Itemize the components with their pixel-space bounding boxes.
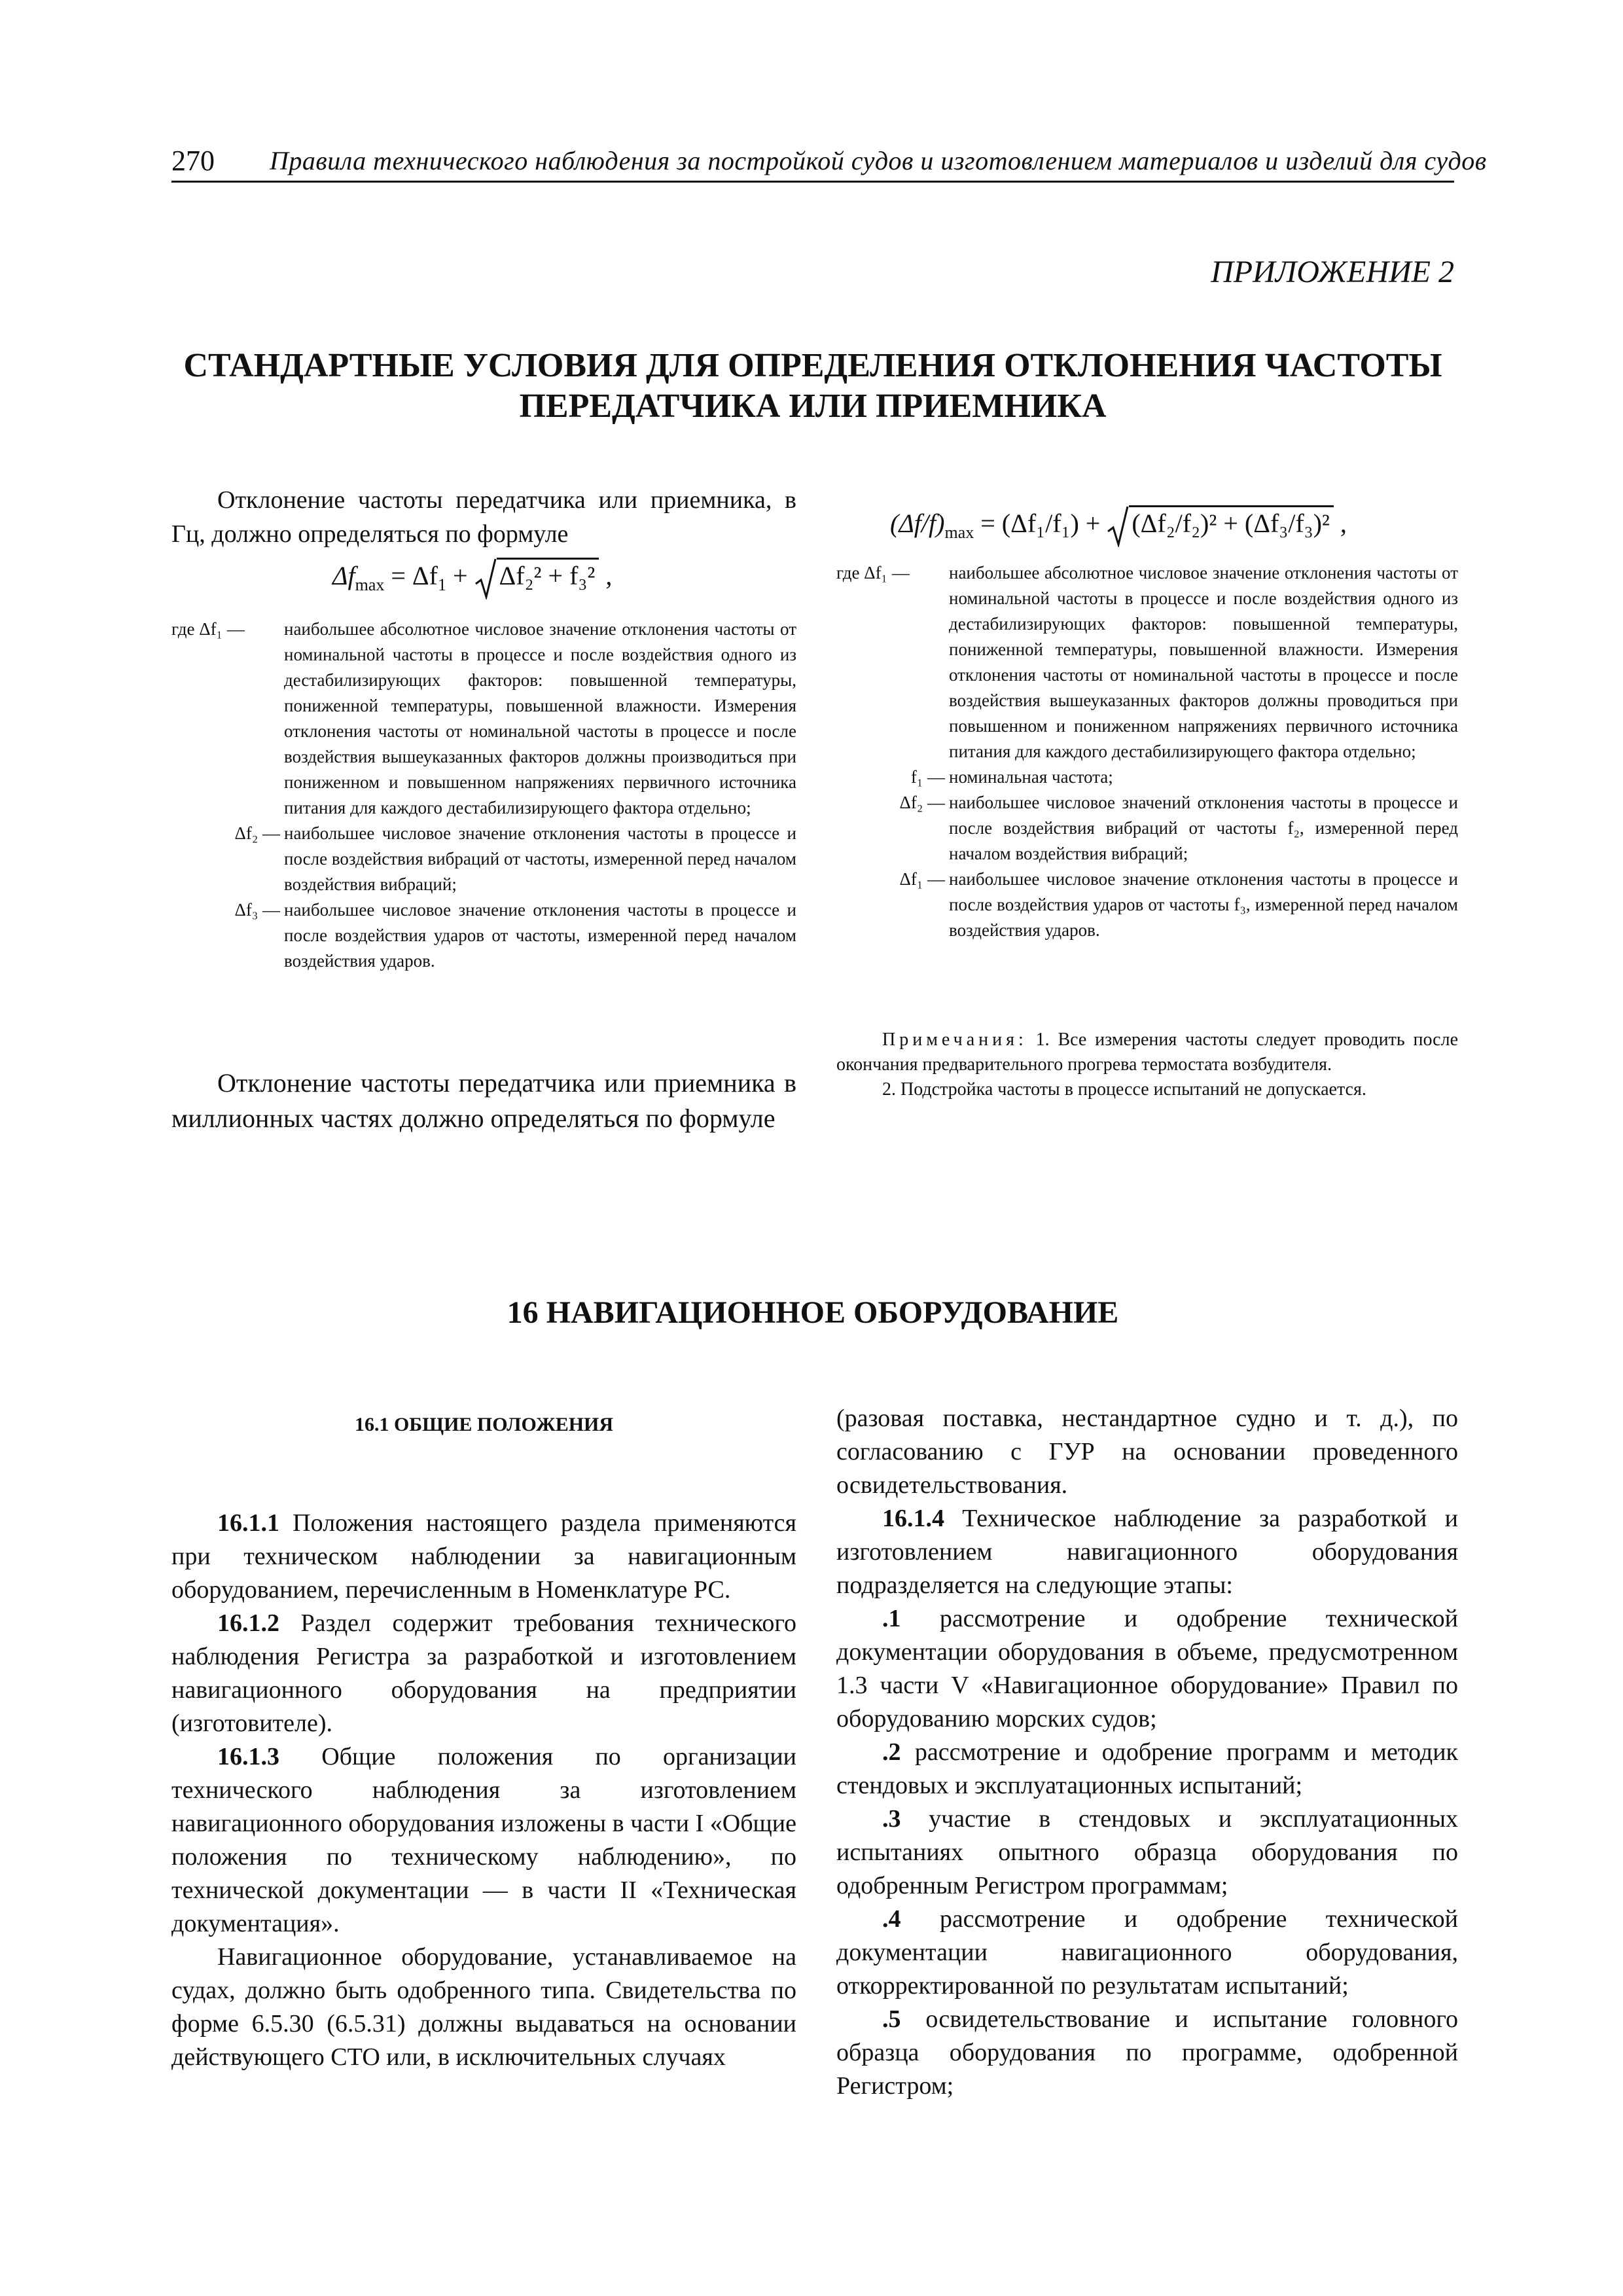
subsection-title: 16.1 ОБЩИЕ ПОЛОЖЕНИЯ	[354, 1414, 614, 1435]
paragraph	[171, 1740, 796, 1941]
definition-text: наибольшее абсолютное числовое значение отклонения частоты от номинальной частоты в процессе и после воздействия одного из дестабилизирующих факторов: повышенной температуры, пониженной температуры, повышенной влажности. Измерения отклонения частоты от номинальной частоты в процессе и после воздействия вышеуказанных факторов должны проводиться при повышенном и пониженном напряжениях первичного источника питания для каждого дестабилизирующего фактора отдельно;	[949, 563, 1458, 761]
right-formula	[890, 505, 1347, 547]
paragraph-number: 16.1.4	[882, 1505, 944, 1532]
paragraph-number: .4	[882, 1905, 901, 1933]
formula-lhs: (Δf/f)	[890, 509, 945, 539]
definition-text: наибольшее числовое значение отклонения частоты в процессе и после воздействия ударов от частоты f₃, измеренной перед началом воздействия ударов.	[949, 869, 1458, 940]
paragraph-text: участие в стендовых и эксплуатационных испытаниях опытного образца оборудования по одобренным Регистром программам;	[836, 1805, 1458, 1899]
page-number: 270	[171, 145, 215, 177]
paragraph-text: рассмотрение и одобрение технической документации оборудования в объеме, предусмотренном 1.3 части V «Навигационное оборудование» Правил по оборудованию морских судов;	[836, 1605, 1458, 1732]
definition-row	[171, 821, 796, 897]
paragraph	[836, 2003, 1458, 2103]
paragraph-text: Положения настоящего раздела применяются при техническом наблюдении за навигационным оборудованием, перечисленным в Номенклатуре РС.	[171, 1509, 796, 1604]
definition-text: номинальная частота;	[949, 767, 1113, 787]
definition-row	[836, 764, 1458, 790]
formula-lhs-sub: max	[355, 575, 385, 595]
formula-rhs-sub: 1	[437, 575, 446, 595]
definition-key: f₁ —	[910, 767, 945, 787]
definition-text: наибольшее абсолютное числовое значение отклонения частоты от номинальной частоты в процессе и после воздействия одного из дестабилизирующих факторов: повышенной температуры, пониженной температуры, повышенной влажности. Измерения отклонения частоты от номинальной частоты в процессе и после воздействия вышеуказанных факторов должны производиться при пониженном и повышенном напряжениях первичного источника питания для каждого дестабилизирующего фактора отдельно;	[284, 619, 796, 817]
definition-key: Δf₁ —	[899, 869, 945, 889]
formula-root: Δf₂² + f₃²	[497, 558, 599, 590]
paragraph-number: .1	[882, 1605, 901, 1632]
paragraph	[836, 1903, 1458, 2003]
running-header	[171, 141, 1487, 183]
formula-lhs-sub: max	[944, 523, 974, 543]
right-definitions	[836, 560, 1458, 943]
left-section-body	[171, 1507, 796, 2074]
definition-row	[171, 617, 796, 821]
paragraph-text: (разовая поставка, нестандартное судно и т. д.), по согласованию с ГУР на основании проведенного освидетельствования.	[836, 1405, 1458, 1499]
left-formula: $\Delta f_{max} = \Delta f_1 + \Delta f_2^2 + f_3^2$ ,	[332, 558, 612, 600]
paragraph	[171, 1607, 796, 1740]
definition-key: Δf₂ —	[234, 823, 280, 843]
definition-text: наибольшее числовое значений отклонения частоты в процессе и после воздействия вибраций от частоты f₂, измеренной перед началом воздействия вибраций;	[949, 793, 1458, 863]
formula-root: (Δf₂/f₂)² + (Δf₃/f₃)²	[1129, 505, 1334, 538]
paragraph	[836, 1736, 1458, 1803]
appendix-title-line2: ПЕРЕДАТЧИКА ИЛИ ПРИЕМНИКА	[519, 387, 1107, 425]
note-1	[836, 1028, 1458, 1077]
appendix-title	[171, 346, 1454, 427]
paragraph	[836, 1602, 1458, 1736]
paragraph	[171, 1507, 796, 1607]
appendix-title-line1: СТАНДАРТНЫЕ УСЛОВИЯ ДЛЯ ОПРЕДЕЛЕНИЯ ОТКЛОНЕНИЯ ЧАСТОТЫ	[183, 347, 1442, 384]
formula-rhs: = (Δf₁/f₁) +	[980, 509, 1101, 539]
paragraph	[836, 1502, 1458, 1602]
paragraph-text: Навигационное оборудование, устанавливаемое на судах, должно быть одобренного типа. Свидетельства по форме 6.5.30 (6.5.31) должны выдаваться на основании действующего СТО или, в исключительных случаях	[171, 1943, 796, 2071]
paragraph	[836, 1803, 1458, 1903]
paragraph-number: .2	[882, 1738, 901, 1766]
definition-row	[836, 790, 1458, 867]
formula-end: ,	[1340, 509, 1347, 539]
note-1-text: 1. Все измерения частоты следует проводить после окончания предварительного прогрева термостата возбудителя.	[836, 1030, 1459, 1075]
definition-row	[171, 897, 796, 974]
paragraph-text: Общие положения по организации технического наблюдения за изготовлением навигационного оборудования изложены в части I «Общие положения по техническому наблюдению», по технической документации — в части II «Техническая документация».	[171, 1743, 796, 1937]
definition-key: где Δf₁ —	[836, 563, 910, 583]
definition-text: наибольшее числовое значение отклонения частоты в процессе и после воздействия ударов от частоты, измеренной перед началом воздействия ударов.	[284, 900, 796, 971]
paragraph	[171, 1941, 796, 2074]
note-2: 2. Подстройка частоты в процессе испытаний не допускается.	[882, 1079, 1366, 1100]
appendix-label: ПРИЛОЖЕНИЕ 2	[1211, 255, 1454, 289]
definition-text: наибольшее числовое значение отклонения частоты в процессе и после воздействия вибраций от частоты, измеренной перед началом воздействия вибраций;	[284, 823, 796, 894]
left-intro: Отклонение частоты передатчика или приемника, в Гц, должно определяться по формуле	[171, 486, 796, 548]
paragraph-number: .3	[882, 1805, 901, 1833]
definition-key: Δf₃ —	[234, 900, 280, 920]
paragraph-number: 16.1.2	[217, 1609, 279, 1637]
running-title: Правила технического наблюдения за постройкой судов и изготовлением материалов и изделий для судов	[270, 146, 1487, 175]
section-title: 16 НАВИГАЦИОННОЕ ОБОРУДОВАНИЕ	[507, 1295, 1119, 1330]
paragraph-text: рассмотрение и одобрение программ и методик стендовых и эксплуатационных испытаний;	[836, 1738, 1458, 1799]
paragraph	[836, 1402, 1458, 1502]
definition-row	[836, 560, 1458, 764]
square-root-icon	[474, 558, 497, 600]
paragraph-number: 16.1.1	[217, 1509, 279, 1537]
notes-block	[836, 1028, 1458, 1102]
paragraph-number: 16.1.3	[217, 1743, 279, 1770]
definition-key: где Δf₁ —	[171, 619, 245, 639]
paragraph-text: освидетельствование и испытание головного образца оборудования по программе, одобренной Регистром;	[836, 2005, 1458, 2100]
left-definitions	[171, 617, 796, 974]
left-outro: Отклонение частоты передатчика или приемника в миллионных частях должно определяться по формуле	[171, 1068, 796, 1133]
formula-end: ,	[605, 561, 613, 591]
paragraph-text: рассмотрение и одобрение технической документации навигационного оборудования, откорректированной по результатам испытаний;	[836, 1905, 1458, 2000]
formula-rhs: = Δf	[391, 561, 438, 591]
paragraph-number: .5	[882, 2005, 901, 2033]
definition-row	[836, 867, 1458, 943]
square-root-icon	[1107, 505, 1129, 547]
definition-key: Δf₂ —	[899, 793, 945, 812]
notes-label: Примечания:	[882, 1030, 1027, 1050]
formula-lhs: Δf	[332, 561, 355, 591]
right-section-body	[836, 1402, 1458, 2103]
paragraph-text: Техническое наблюдение за разработкой и изготовлением навигационного оборудования подразделяется на следующие этапы:	[836, 1505, 1458, 1599]
paragraph-text: Раздел содержит требования технического наблюдения Регистра за разработкой и изготовлением навигационного оборудования на предприятии (изготовителе).	[171, 1609, 796, 1737]
